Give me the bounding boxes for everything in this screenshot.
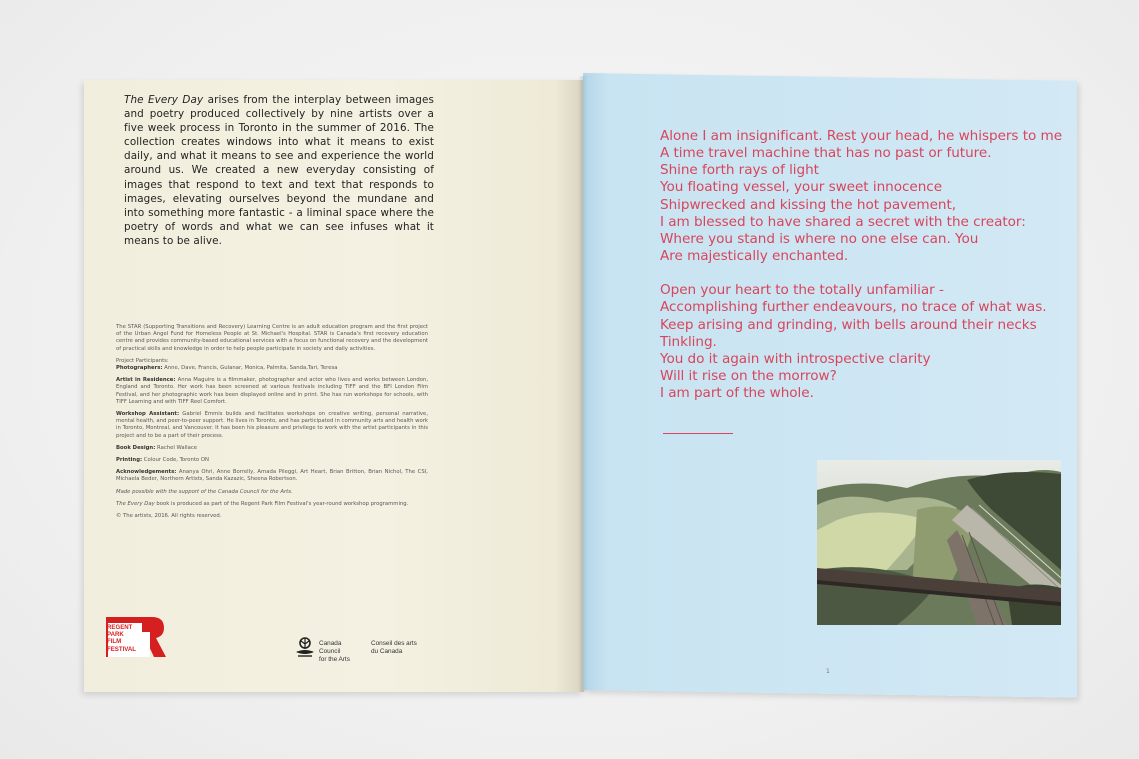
rpff-word-3: FILM	[107, 638, 122, 646]
intro-text: arises from the interplay between images and poetry produced collectively by nine artists over a five week process in Toronto in the summer of 2016. The collection creates windows into what it means to exist daily, and what it means to see and experience the world around us. We created a new everyday consisting of images that respond to text and text that responds to images, elevating ourselves beyond the mundane and into something more fantastic - a liminal space where the poetry of words and what we can see infuses what it means to be alive.	[124, 94, 434, 247]
rpff-word-4: FESTIVAL	[107, 645, 137, 653]
poem-line: Open your heart to the totally unfamiliar -	[660, 282, 944, 299]
artist-bio: Anna Maguire is a filmmaker, photographer and actor who lives and works between London, England and Toronto. Her work has been screened at various festivals including TIFF and the BFI London Film Festival, and her photographic work has been displayed online and in print. She has run workshops for schools, with TIFF Learning and with TIFF Reel Comfort.	[116, 377, 429, 405]
credits-participants	[116, 358, 428, 372]
rpff-word-1: REGENT	[107, 624, 133, 631]
credits-design	[116, 445, 428, 452]
canada-council-en	[319, 640, 363, 664]
poem-line: Where you stand is where no one else can. You	[660, 230, 979, 247]
regent-park-film-festival-logo	[106, 617, 168, 657]
poem-line: Shine forth rays of light	[660, 162, 819, 179]
poem	[660, 128, 1063, 419]
cc-en-line-1: Canada Council	[319, 640, 342, 655]
poem-line: Shipwrecked and kissing the hot pavement,	[660, 196, 957, 213]
poem-stanza-1	[660, 128, 1063, 265]
assistant-bio: Gabriel Emmis builds and facilitates workshops on creative writing, personal narrative, mental health, and peer-to-peer support. He lives in Toronto, and has participated in community arts and health work in Toronto, Montreal, and Vancouver. It has been his pleasure and privilege to work with the artist participants in this project and to be a part of their process.	[116, 411, 428, 439]
design-name: Rachel Wallace	[155, 444, 198, 451]
credits-support: Made possible with the support of the Canada Council for the Arts.	[116, 488, 293, 495]
photographers-label: Photographers:	[116, 365, 163, 372]
poem-line: Are majestically enchanted.	[660, 248, 849, 265]
poem-line: Keep arising and grinding, with bells around their necks	[660, 316, 1037, 333]
credits-copyright: © The artists, 2016. All rights reserved.	[116, 513, 222, 520]
poem-line: I am part of the whole.	[660, 385, 814, 402]
poem-line: You do it again with introspective clarity	[660, 350, 931, 367]
ack-names: Ananya Ohri, Anne Borrelly, Amada Pileggi, Art Heart, Brian Britton, Brian Nichol, The CSI, Michaela Beder, Northern Artists, Sanda Kazazic, Sheena Robertson.	[116, 469, 428, 483]
ravine-photo	[817, 460, 1061, 625]
ack-label: Acknowledgements:	[116, 469, 177, 476]
program-text: book is produced as part of the Regent Park Film Festival's year-round workshop programming.	[154, 500, 409, 507]
canada-council-fr	[371, 640, 421, 656]
credits-ack	[116, 469, 428, 483]
participants-heading: Project Participants:	[116, 357, 169, 364]
poem-line: A time travel machine that has no past or future.	[660, 145, 992, 162]
canada-council-logo	[294, 635, 424, 663]
credits-block	[116, 324, 428, 525]
poem-line: Accomplishing further endeavours, no trace of what was.	[660, 299, 1047, 316]
assistant-label: Workshop Assistant:	[116, 411, 180, 418]
ravine-photo-image	[817, 460, 1061, 625]
credits-assistant	[116, 411, 428, 440]
photographers-names: Anne, Dave, Francis, Gulanar, Monica, Palmita, Sanda,Tari, Teresa	[162, 365, 338, 372]
poem-line: Alone I am insignificant. Rest your head, he whispers to me	[660, 128, 1063, 144]
rpff-wordmark	[107, 624, 153, 653]
cc-fr-line-1: Conseil des arts	[371, 640, 417, 647]
page-number: 1	[826, 668, 830, 675]
book-spine	[578, 76, 588, 692]
artist-label: Artist in Residence:	[116, 377, 176, 384]
poem-line: You floating vessel, your sweet innocence	[660, 179, 943, 196]
canada-council-seal-icon	[294, 635, 316, 659]
credits-artist	[116, 377, 428, 406]
printing-label: Printing:	[116, 457, 143, 464]
cc-en-line-2: for the Arts	[319, 656, 350, 663]
program-title: The Every Day	[116, 500, 155, 507]
intro-paragraph	[124, 93, 434, 248]
credits-about: The STAR (Supporting Transitions and Recovery) Learning Centre is an adult education program and the first project of the Urban Angel Fund for Homeless People at St. Michael's Hospital. STAR is Canada's first recovery education centre and provides community-based educational services with a focus on functional recovery and the development of practical skills and knowledge in order to help people participate in society and daily activities.	[116, 324, 428, 352]
cc-fr-line-2: du Canada	[371, 648, 403, 655]
credits-printing	[116, 457, 428, 464]
poem-line: Tinkling.	[660, 333, 717, 350]
poem-stanza-2	[660, 282, 1060, 402]
rpff-word-2: PARK	[107, 631, 124, 639]
intro-title: The Every Day	[124, 94, 204, 106]
printing-name: Colour Code, Toronto ON	[142, 457, 209, 464]
poem-divider	[663, 433, 733, 434]
poem-line: I am blessed to have shared a secret with the creator:	[660, 213, 1026, 230]
credits-program	[116, 501, 428, 508]
design-label: Book Design:	[116, 444, 156, 451]
poem-line: Will it rise on the morrow?	[660, 368, 837, 385]
